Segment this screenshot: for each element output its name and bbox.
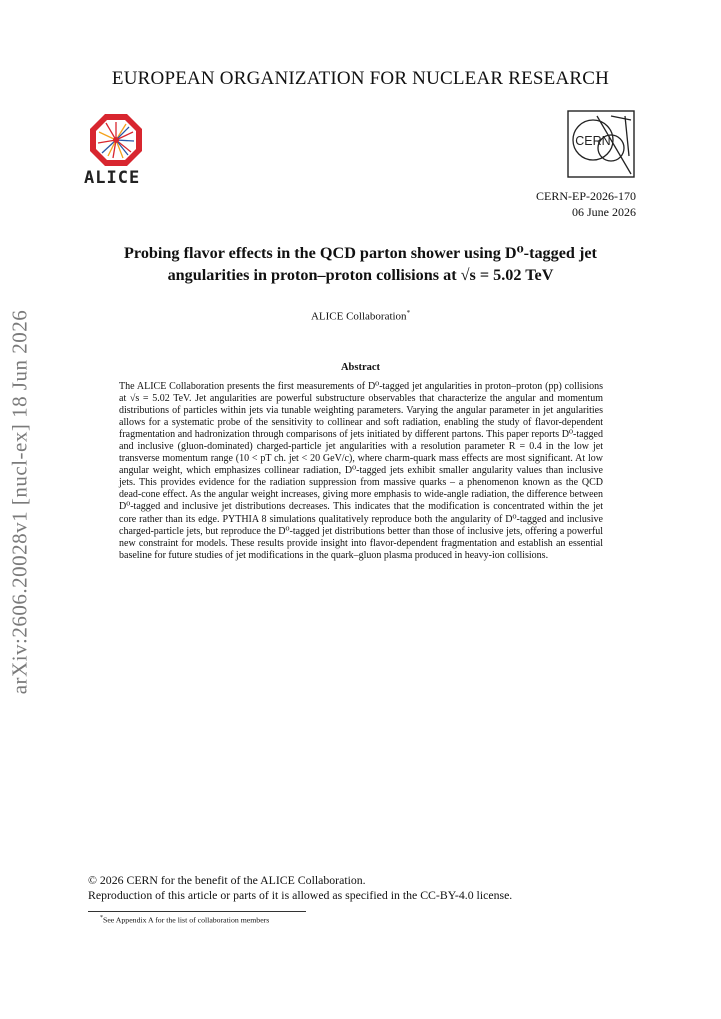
cern-logo <box>567 110 635 178</box>
paper-title <box>80 242 641 286</box>
author-name: ALICE Collaboration <box>310 310 407 323</box>
authors <box>0 309 721 323</box>
cern-logo-text: CERN <box>575 134 611 148</box>
author-footnote-mark: * <box>406 309 411 317</box>
alice-logo-text: ALICE <box>84 168 141 188</box>
report-info <box>536 188 636 220</box>
footnote-mark: * <box>100 915 103 921</box>
footnote <box>100 915 269 925</box>
abstract-text: The ALICE Collaboration presents the first measurements of D⁰-tagged jet angularities in proton–proton (pp) collisions at √s = 5.02 TeV. Jet angularities are powerful substructure observables that characterize the angular and momentum distributions of particles within jets via tunable weighting parameters. Varying the angular parameter in jet angularities allows for a systematic probe of the sensitivity to collinear and soft radiation, enabling the study of flavor-dependent fragmentation and hadronization through comparisons of jets initiated by different partons. This paper reports D⁰-tagged and inclusive (gluon-dominated) charged-particle jet angularities with a resolution parameter R = 0.4 in the low jet transverse momentum range (10 < pT ch. jet < 20 GeV/c), where charm-quark mass effects are most significant. At low angular weight, which emphasizes collinear radiation, D⁰-tagged jets exhibit smaller angularity values than inclusive jets. This provides evidence for the radiation suppression from massive quarks – a phenomenon known as the QCD dead-cone effect. As the angular weight increases, giving more emphasis to wide-angle radiation, the difference between D⁰-tagged and inclusive jet distributions decreases. This indicates that the modification is concentrated within the jet core rather than its edge. PYTHIA 8 simulations qualitatively reproduce both the angularity of D⁰-tagged and inclusive charged-particle jets, but reproduce the D⁰-tagged jet distributions better than those of inclusive jets, offering a powerful new constraint for models. These results provide insight into flavor-dependent fragmentation and establish an essential baseline for future studies of jet modifications in the quark–gluon plasma produced in heavy-ion collisions. <box>119 381 603 561</box>
organization-header: EUROPEAN ORGANIZATION FOR NUCLEAR RESEARCH <box>111 68 610 89</box>
arxiv-identifier: arXiv:2606.20028v1 [nucl-ex] 18 Jun 2026 <box>7 309 32 695</box>
alice-logo <box>84 112 148 188</box>
paper-title-line2: angularities in proton–proton collisions at √s = 5.02 TeV <box>167 266 554 284</box>
report-number: CERN-EP-2026-170 <box>536 189 636 203</box>
copyright-block <box>88 873 512 903</box>
abstract-heading: Abstract <box>340 362 381 373</box>
paper-title-line1: Probing flavor effects in the QCD parton shower using D⁰-tagged jet <box>124 244 597 262</box>
footnote-text: See Appendix A for the list of collaboration members <box>103 915 270 925</box>
footnote-divider <box>88 911 306 912</box>
copyright-line: © 2026 CERN for the benefit of the ALICE Collaboration. <box>88 873 366 887</box>
alice-logo-icon <box>88 112 144 168</box>
license-line: Reproduction of this article or parts of it is allowed as specified in the CC-BY-4.0 license. <box>88 888 513 902</box>
report-date: 06 June 2026 <box>572 205 636 219</box>
cern-logo-icon <box>567 110 635 178</box>
